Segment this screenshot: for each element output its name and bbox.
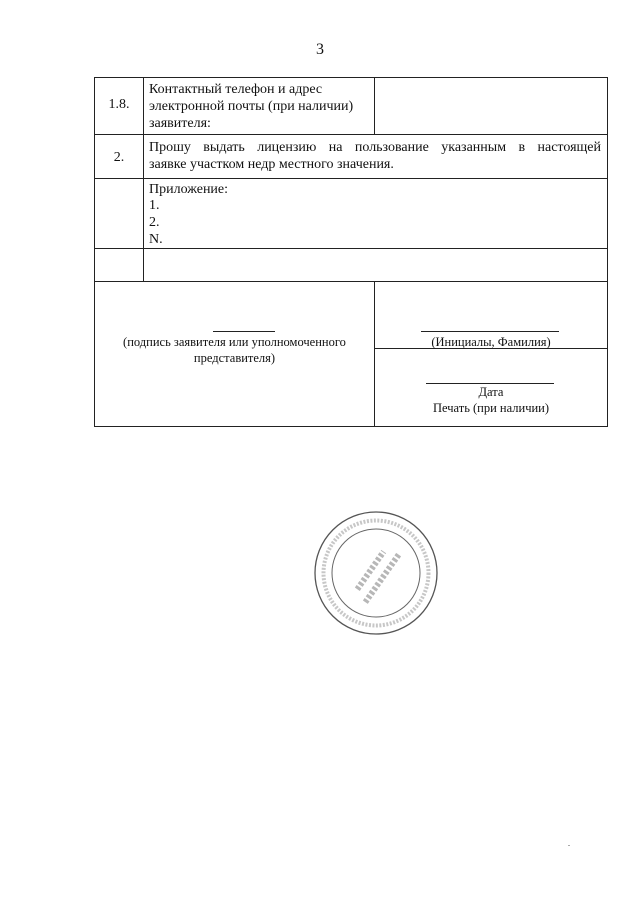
row-divider xyxy=(95,134,607,135)
applicant-signature-caption: (подпись заявителя или уполномоченного xyxy=(123,335,346,349)
row-divider xyxy=(95,178,607,179)
stamp-center-marks xyxy=(354,545,400,602)
seal-label: Печать (при наличии) xyxy=(432,401,550,415)
license-request-line-2: заявке участком недр местного значения. xyxy=(149,157,394,172)
name-line xyxy=(421,331,559,332)
appendix-item: 2. xyxy=(149,215,160,230)
scan-speck xyxy=(568,845,570,846)
appendix-item: N. xyxy=(149,232,163,247)
value-column-divider xyxy=(374,78,375,134)
row-divider xyxy=(95,248,607,249)
row-divider xyxy=(95,281,607,282)
applicant-signature-caption: представителя) xyxy=(193,351,276,365)
number-column-divider xyxy=(143,78,144,281)
appendix-title: Приложение: xyxy=(149,182,229,197)
stamp-graphic xyxy=(312,509,440,637)
official-round-stamp xyxy=(312,509,440,637)
row-number-1-8: 1.8. xyxy=(108,97,130,112)
stamp-inner-ring xyxy=(332,529,420,617)
contact-label: Контактный телефон и адрес электронной почты (при наличии) заявителя: xyxy=(149,82,354,131)
stamp-outer-ring xyxy=(315,512,437,634)
name-caption: (Инициалы, Фамилия) xyxy=(431,335,551,349)
row-number-2: 2. xyxy=(113,150,125,165)
stamp-text-band xyxy=(324,521,429,626)
page-number: 3 xyxy=(316,41,324,58)
date-label: Дата xyxy=(478,385,504,399)
license-request-line-1: Прошу выдать лицензию на пользование указанным в настоящей xyxy=(149,140,601,155)
applicant-signature-line xyxy=(213,331,275,332)
application-form-table xyxy=(94,77,608,427)
appendix-item: 1. xyxy=(149,198,160,213)
